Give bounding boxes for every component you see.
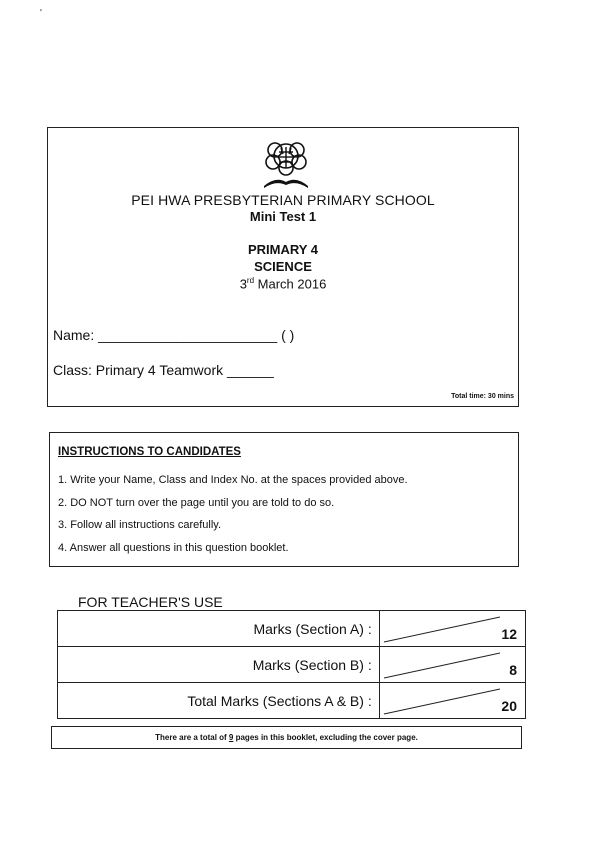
instruction-item: 3. Follow all instructions carefully. [58, 519, 222, 531]
marks-value: 8 [509, 662, 517, 678]
name-label: Name: [53, 327, 99, 343]
instructions-box [49, 432, 519, 567]
date-rest: March 2016 [254, 276, 327, 292]
instruction-item: 2. DO NOT turn over the page until you are told to do so. [58, 496, 335, 509]
level: PRIMARY 4 [247, 242, 319, 257]
teacher-use-label: FOR TEACHER'S USE [78, 594, 223, 610]
date-day: 3 [239, 276, 247, 292]
marks-label: Marks (Section B) : [58, 647, 380, 683]
instruction-item: 1. Write your Name, Class and Index No. at the spaces provided above. [58, 474, 408, 486]
page-count-note [51, 726, 522, 749]
instruction-item: 4. Answer all questions in this question booklet. [58, 541, 289, 554]
marks-cell [379, 611, 525, 647]
marks-label: Marks (Section A) : [58, 611, 380, 647]
marks-value: 12 [501, 626, 517, 642]
page-count: 9 [228, 733, 234, 742]
exam-date [48, 276, 518, 291]
class-label: Class: Primary 4 Teamwork [53, 362, 228, 378]
marks-label: Total Marks (Sections A & B) : [58, 683, 380, 719]
marks-table [57, 610, 526, 719]
school-crest-icon [258, 134, 314, 190]
date-suffix: rd [246, 276, 255, 285]
table-row [58, 647, 526, 683]
table-row [58, 683, 526, 719]
stray-mark: ' [40, 8, 42, 19]
cover-header [47, 127, 519, 407]
name-row [53, 327, 294, 343]
test-title: Mini Test 1 [249, 209, 317, 224]
marks-cell [379, 647, 525, 683]
instructions-title: INSTRUCTIONS TO CANDIDATES [58, 446, 241, 458]
diagonal-line-icon [380, 647, 526, 682]
note-suffix: pages in this booklet, excluding the cover page. [233, 733, 418, 742]
school-name: PEI HWA PRESBYTERIAN PRIMARY SCHOOL [131, 192, 435, 208]
total-time: Total time: 30 mins [451, 393, 514, 400]
note-prefix: There are a total of [155, 733, 229, 742]
index-field[interactable]: ( ) [277, 327, 295, 343]
instructions-list [58, 473, 408, 563]
table-row [58, 611, 526, 647]
marks-value: 20 [501, 698, 517, 714]
class-index-field[interactable]: ______ [227, 362, 274, 378]
class-row [53, 362, 274, 378]
name-field[interactable]: _______________________ [98, 327, 278, 343]
marks-cell [379, 683, 525, 719]
subject: SCIENCE [254, 259, 312, 274]
